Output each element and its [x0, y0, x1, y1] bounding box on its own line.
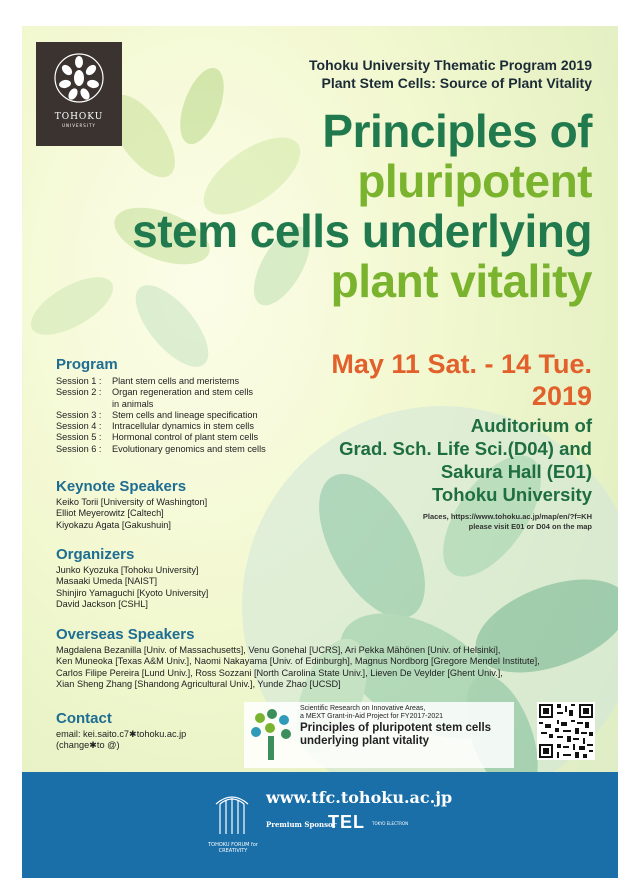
session-title: Stem cells and lineage specification [112, 409, 258, 420]
leaf-wreath-icon [53, 52, 105, 104]
date-line-2: 2019 [531, 381, 592, 411]
contact-note: (change✱to @) [56, 740, 120, 751]
contact-heading: Contact [56, 710, 112, 727]
date-line-1: May 11 Sat. - 14 Tue. [331, 349, 592, 379]
footer-band [22, 772, 618, 878]
places-note [423, 512, 592, 532]
session-number: Session 3 : [56, 409, 102, 420]
list-item: Keiko Torii [University of Washington] [56, 497, 208, 507]
session-title: Hormonal control of plant stem cells [112, 432, 259, 443]
list-item [56, 376, 266, 387]
venue-line-4: Tohoku University [431, 484, 592, 505]
list-item: Masaaki Umeda [NAIST] [56, 576, 158, 587]
contact-info [56, 729, 186, 752]
grant-box [244, 702, 514, 768]
title-line-4: plant vitality [330, 255, 592, 307]
event-date [331, 348, 592, 412]
list-item: Kiyokazu Agata [Gakushuin] [56, 519, 171, 530]
session-title: Evolutionary genomics and stem cells [112, 443, 266, 454]
list-item: David Jackson [CSHL] [56, 598, 148, 609]
list-item [56, 421, 266, 432]
header-line-1: Tohoku University Thematic Program 2019 [309, 57, 592, 73]
program-list [56, 376, 266, 455]
list-item: Ken Muneoka [Texas A&M Univ.], Naomi Nakayama [Univ. of Edinburgh], Magnus Nordborg [Gregore Mendel Institute], [56, 656, 540, 667]
list-item: Magdalena Bezanilla [Univ. of Massachusetts], Venu Gonehal [UCRS], Ari Pekka Mähönen [Univ. of Helsinki], [56, 645, 501, 655]
keynote-list [56, 497, 207, 531]
list-item: Shinjiro Yamaguchi [Kyoto University] [56, 587, 209, 598]
sponsor-label: Premium Sponsor [266, 820, 337, 829]
list-item [56, 432, 266, 443]
venue-line-3: Sakura Hall (E01) [440, 461, 592, 482]
grant-subtitle [300, 705, 443, 722]
grant-line-1: Scientific Research on Innovative Areas, [300, 705, 426, 712]
title-line-2: pluripotent [357, 155, 592, 207]
overseas-heading: Overseas Speakers [56, 626, 195, 643]
title-line-1: Principles of [322, 105, 592, 157]
overseas-list [56, 645, 616, 690]
header-line-2: Plant Stem Cells: Source of Plant Vitality [321, 75, 592, 91]
organizers-heading: Organizers [56, 546, 135, 563]
event-venue [339, 414, 592, 506]
venue-line-2: Grad. Sch. Life Sci.(D04) and [339, 438, 592, 459]
tohoku-forum-logo-icon [212, 790, 252, 838]
list-item: Carlos Filipe Pereira [Lund Univ.], Ross Sozzani [North Carolina State Univ.], Lieven De Veylder [Ghent Univ.], [56, 667, 503, 678]
qr-code-icon[interactable] [537, 702, 595, 760]
places-line-1[interactable]: Places, https://www.tohoku.ac.jp/map/en/?f=KH [422, 512, 592, 521]
tohoku-university-logo [36, 42, 122, 146]
list-item: Junko Kyozuka [Tohoku University] [56, 565, 199, 575]
session-title: Plant stem cells and meristems [112, 376, 240, 386]
grant-title: Principles of pluripotent stem cells underlying plant vitality [300, 722, 492, 747]
forum-name: TOHOKU FORUM for CREATIVITY [208, 842, 258, 854]
session-title: Intracellular dynamics in stem cells [112, 421, 254, 432]
sponsor-sub: TOKYO ELECTRON [372, 821, 409, 826]
session-title: Organ regeneration and stem cells in animals [112, 387, 253, 409]
session-number: Session 4 : [56, 421, 102, 432]
keynote-heading: Keynote Speakers [56, 478, 187, 495]
poster [22, 26, 618, 878]
session-number: Session 5 : [56, 432, 102, 443]
list-item: Elliot Meyerowitz [Caltech] [56, 508, 164, 519]
grant-line-2: a MEXT Grant-in-Aid Project for FY2017-2021 [300, 713, 444, 721]
list-item [56, 387, 266, 410]
list-item [56, 444, 266, 455]
logo-sub: UNIVERSITY [62, 123, 96, 128]
page-title [132, 106, 592, 306]
session-number: Session 2 : [56, 387, 102, 398]
title-line-3: stem cells underlying [132, 205, 592, 257]
sponsor-logo: TEL [328, 812, 365, 832]
session-number: Session 6 : [56, 443, 102, 454]
list-item [56, 410, 266, 421]
contact-email[interactable]: email: kei.saito.c7✱tohoku.ac.jp [56, 729, 187, 739]
list-item: Xian Sheng Zhang [Shandong Agricultural Univ.], Yunde Zhao [UCSD] [56, 678, 341, 689]
logo-name: TOHOKU [54, 112, 104, 122]
website-link[interactable]: www.tfc.tohoku.ac.jp [266, 788, 453, 807]
session-number: Session 1 : [56, 376, 102, 386]
places-line-2: please visit E01 or D04 on the map [468, 522, 592, 531]
program-header [309, 56, 592, 92]
organizers-list [56, 565, 208, 610]
program-heading: Program [56, 356, 118, 373]
venue-line-1: Auditorium of [470, 415, 592, 436]
tree-icon [248, 706, 294, 762]
